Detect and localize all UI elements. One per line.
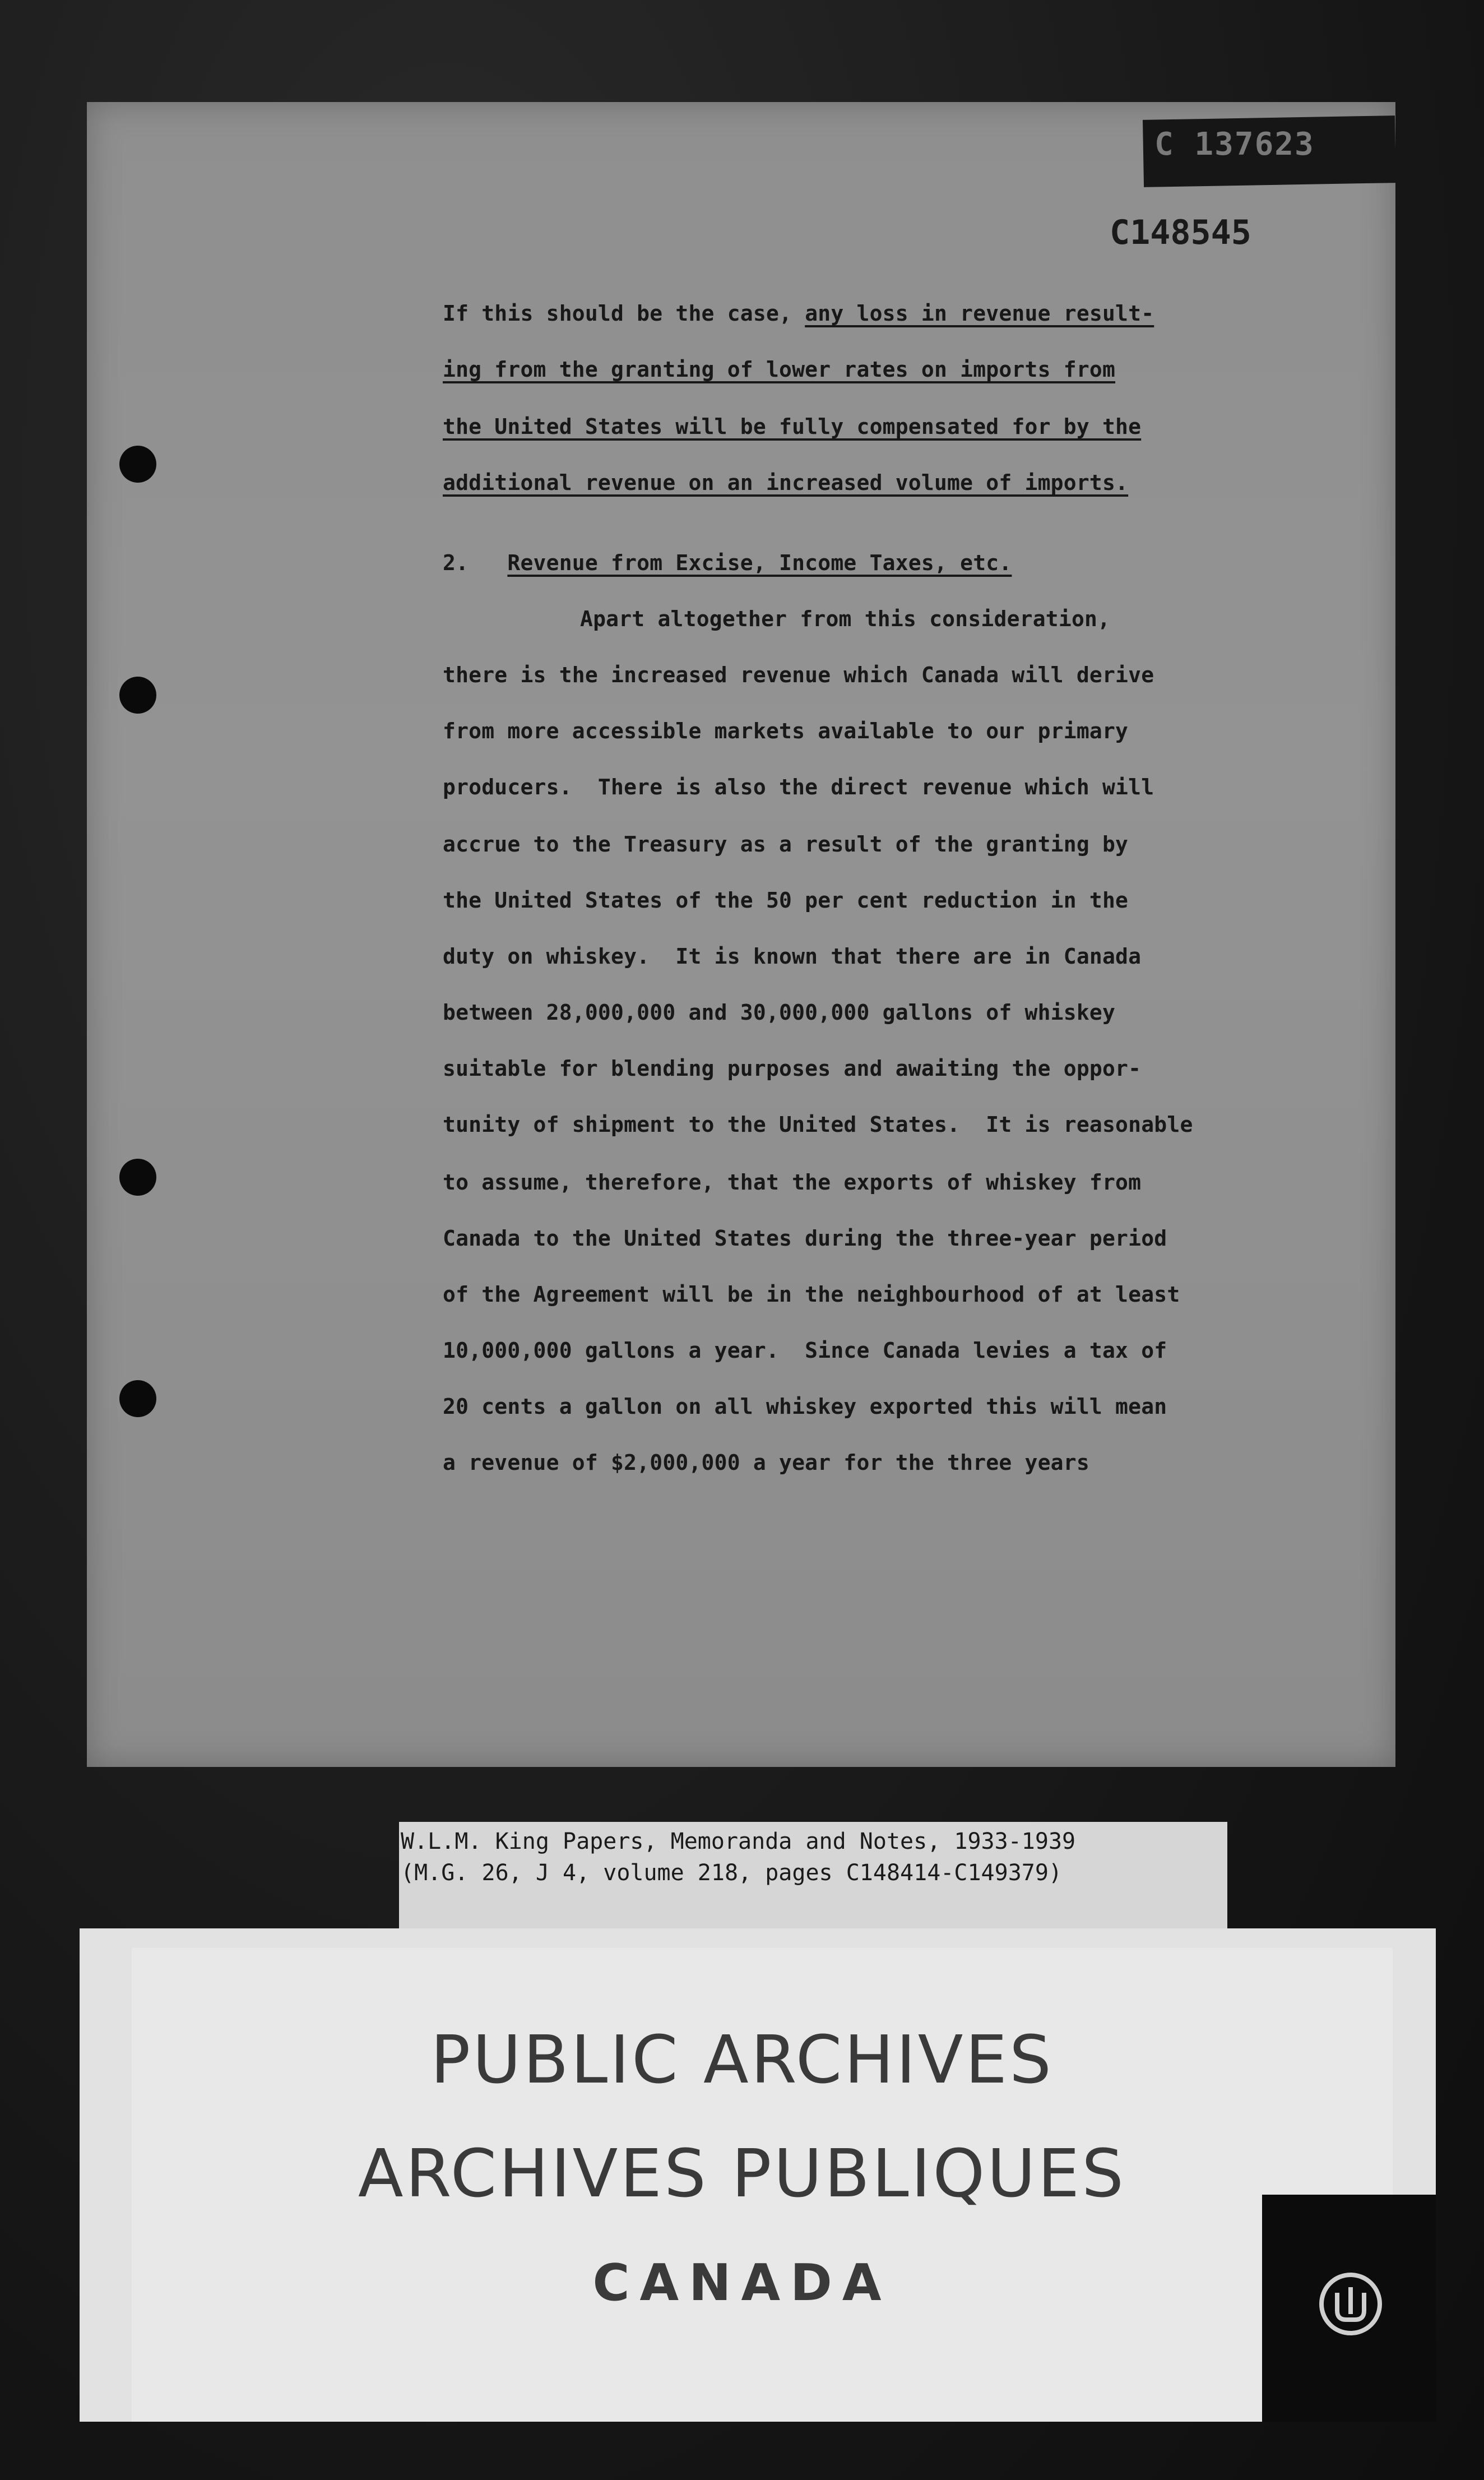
text-line xyxy=(443,1002,1115,1023)
text-segment: to assume, therefore, that the exports of whiskey from xyxy=(443,1170,1142,1195)
page-reference-number: C148545 xyxy=(1110,213,1251,252)
punch-hole xyxy=(119,1380,156,1417)
source-label-line-1: W.L.M. King Papers, Memoranda and Notes, 1933-1939 xyxy=(401,1829,1076,1854)
text-segment: between 28,000,000 and 30,000,000 gallons of whiskey xyxy=(443,1000,1116,1025)
archives-logo-icon xyxy=(1317,2270,1384,2338)
archives-title-english: PUBLIC ARCHIVES xyxy=(430,2021,1054,2098)
source-label-line-2: (M.G. 26, J 4, volume 218, pages C148414-C149379) xyxy=(401,1860,1063,1886)
text-line xyxy=(443,1058,1141,1079)
punch-hole xyxy=(119,446,156,483)
text-line xyxy=(443,472,1128,493)
text-line xyxy=(443,416,1141,437)
text-line xyxy=(443,946,1141,967)
text-segment: 10,000,000 gallons a year. Since Canada levies a tax of xyxy=(443,1338,1167,1363)
underlined-text-segment: any loss in revenue result- xyxy=(805,301,1154,326)
text-line xyxy=(443,552,1012,573)
text-line xyxy=(443,359,1115,380)
text-segment: accrue to the Treasury as a result of the granting by xyxy=(443,832,1129,857)
text-segment: tunity of shipment to the United States. It is reasonable xyxy=(443,1112,1193,1137)
underlined-text-segment: ing from the granting of lower rates on imports from xyxy=(443,357,1116,382)
text-segment: 20 cents a gallon on all whiskey exported this will mean xyxy=(443,1394,1167,1419)
text-segment: there is the increased revenue which Canada will derive xyxy=(443,663,1154,687)
document-page xyxy=(87,102,1395,1767)
text-segment: Canada to the United States during the three-year period xyxy=(443,1226,1167,1251)
text-line xyxy=(443,1228,1167,1249)
text-line xyxy=(443,890,1128,911)
text-segment: suitable for blending purposes and awaiting the oppor- xyxy=(443,1056,1142,1081)
text-segment: Apart altogether from this consideration, xyxy=(580,607,1111,631)
underlined-text-segment: the United States will be fully compensated for by the xyxy=(443,414,1142,439)
text-segment: 2. xyxy=(443,550,508,575)
text-line xyxy=(443,776,1154,798)
text-line xyxy=(443,834,1128,855)
text-line xyxy=(443,1452,1089,1473)
text-line xyxy=(443,1114,1193,1135)
text-line xyxy=(443,1172,1141,1193)
archives-title-french: ARCHIVES PUBLIQUES xyxy=(358,2135,1126,2212)
text-segment: producers. There is also the direct revenue which will xyxy=(443,775,1154,799)
punch-hole xyxy=(119,677,156,714)
text-line xyxy=(443,720,1128,742)
text-line xyxy=(443,303,1154,324)
text-segment: duty on whiskey. It is known that there are in Canada xyxy=(443,944,1142,969)
text-segment: If this should be the case, xyxy=(443,301,805,326)
archives-country: CANADA xyxy=(592,2254,892,2312)
text-line xyxy=(443,664,1154,686)
text-line xyxy=(443,1284,1180,1305)
text-segment: of the Agreement will be in the neighbourhood of at least xyxy=(443,1282,1180,1307)
text-line xyxy=(580,608,1110,630)
text-line xyxy=(443,1340,1167,1361)
underlined-text-segment: Revenue from Excise, Income Taxes, etc. xyxy=(507,550,1012,575)
text-segment: a revenue of $2,000,000 a year for the three years xyxy=(443,1450,1089,1475)
text-segment: the United States of the 50 per cent reduction in the xyxy=(443,888,1129,913)
text-segment: from more accessible markets available to our primary xyxy=(443,719,1129,743)
text-line xyxy=(443,1396,1167,1417)
stamp-number: C 137623 xyxy=(1154,126,1315,163)
underlined-text-segment: additional revenue on an increased volume of imports. xyxy=(443,470,1129,495)
punch-hole xyxy=(119,1159,156,1196)
